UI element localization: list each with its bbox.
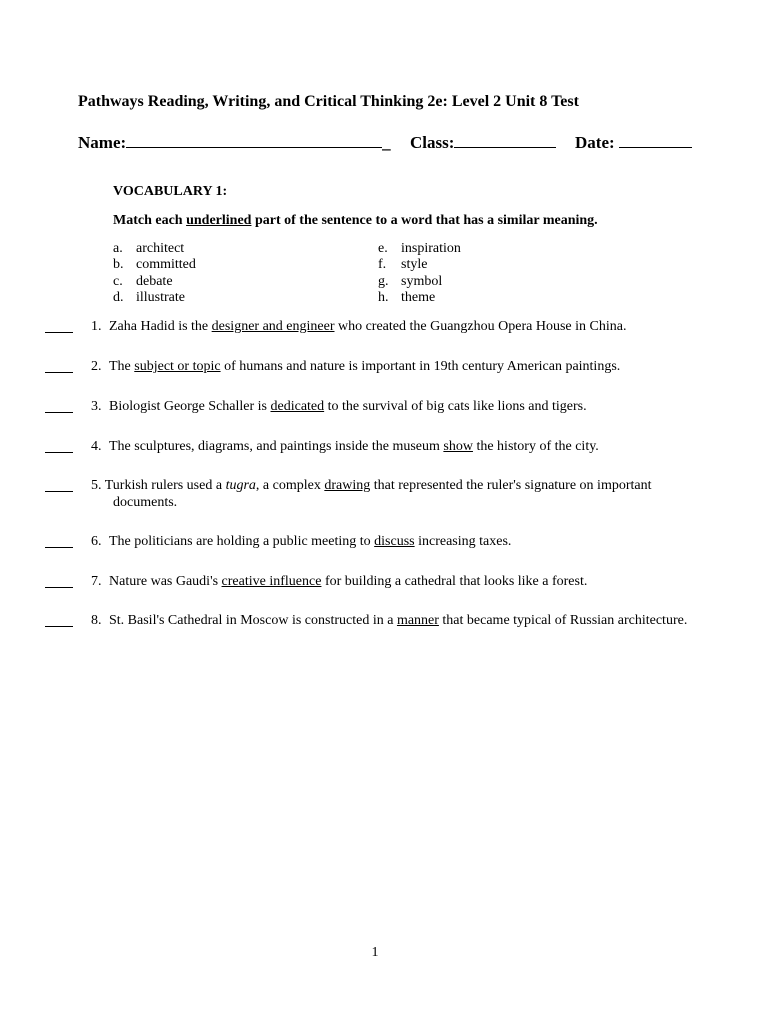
question-text-post: that represented the ruler's signature on important: [370, 478, 652, 493]
word-choice-g: [378, 274, 461, 290]
italic-term: tugra: [225, 478, 256, 493]
name-label: Name:: [78, 133, 127, 152]
choice-letter: h.: [378, 289, 389, 305]
question-number: 5.: [91, 478, 102, 493]
vocabulary-instruction: [113, 213, 598, 229]
answer-blank[interactable]: [45, 412, 73, 413]
question-text-line2: documents.: [113, 495, 178, 510]
question-number: 2.: [91, 359, 102, 374]
word-bank-left: [113, 241, 196, 306]
word-choice-d: [113, 290, 196, 306]
question-number: 3.: [91, 399, 102, 414]
question-5: [45, 477, 685, 513]
choice-letter: b.: [113, 257, 124, 273]
name-trailing-underscore: _: [382, 133, 391, 152]
question-number: 1.: [91, 319, 102, 334]
instruction-text-pre: Match each: [113, 213, 187, 228]
instruction-text-post: part of the sentence to a word that has a similar meaning.: [251, 213, 598, 228]
question-text-pre: The sculptures, diagrams, and paintings inside the museum: [109, 439, 444, 454]
choice-word: committed: [136, 257, 196, 273]
question-number: 8.: [91, 613, 102, 628]
answer-blank[interactable]: [45, 626, 73, 627]
answer-blank[interactable]: [45, 452, 73, 453]
choice-letter: c.: [113, 273, 123, 289]
question-text-pre: Turkish rulers used a: [104, 478, 226, 493]
word-choice-c: [113, 274, 196, 290]
question-text-pre: St. Basil's Cathedral in Moscow is constructed in a: [109, 613, 397, 628]
word-bank-right: [378, 241, 461, 306]
choice-letter: e.: [378, 241, 388, 256]
question-text-pre: Zaha Hadid is the: [109, 319, 212, 334]
underlined-phrase: creative influence: [221, 574, 322, 589]
question-text-post: who created the Guangzhou Opera House in China.: [334, 319, 627, 334]
underlined-phrase: show: [443, 439, 473, 454]
answer-blank[interactable]: [45, 491, 73, 492]
word-choice-e: [378, 241, 461, 257]
choice-letter: a.: [113, 241, 123, 256]
answer-blank[interactable]: [45, 372, 73, 373]
question-text: [91, 398, 691, 415]
question-text-post: for building a cathedral that looks like a forest.: [321, 574, 588, 589]
question-text-post: increasing taxes.: [414, 534, 512, 549]
underlined-phrase: manner: [396, 613, 439, 628]
question-text: [91, 318, 691, 335]
page-number: 1: [371, 945, 379, 960]
choice-word: architect: [136, 241, 185, 256]
page-title: Pathways Reading, Writing, and Critical Thinking 2e: Level 2 Unit 8 Test: [78, 93, 579, 110]
choice-word: style: [401, 257, 428, 273]
question-text-post: to the survival of big cats like lions and tigers.: [324, 399, 587, 414]
question-text-post: the history of the city.: [472, 439, 599, 454]
question-text: [91, 612, 691, 629]
question-text-pre: Biologist George Schaller is: [109, 399, 271, 414]
question-text-post: of humans and nature is important in 19th century American paintings.: [220, 359, 621, 374]
question-text: [91, 533, 691, 550]
question-number: 6.: [91, 534, 102, 549]
date-blank[interactable]: [619, 131, 692, 148]
underlined-phrase: designer and engineer: [211, 319, 335, 334]
name-field[interactable]: [78, 131, 391, 153]
underlined-phrase: discuss: [374, 534, 415, 549]
question-text-post: that became typical of Russian architecture.: [438, 613, 688, 628]
word-choice-f: [378, 257, 461, 273]
underlined-phrase: dedicated: [270, 399, 325, 414]
word-choice-h: [378, 290, 461, 306]
question-text-pre: Nature was Gaudi's: [109, 574, 222, 589]
instruction-underlined-word: underlined: [186, 213, 252, 228]
choice-word: illustrate: [136, 289, 185, 305]
underlined-phrase: drawing: [324, 478, 371, 493]
question-text: [91, 358, 691, 375]
question-text: [91, 477, 691, 511]
answer-blank[interactable]: [45, 587, 73, 588]
question-number: 4.: [91, 439, 102, 454]
class-blank[interactable]: [454, 131, 556, 148]
choice-word: inspiration: [401, 241, 461, 256]
student-info-row: [78, 131, 738, 153]
question-text-pre: The politicians are holding a public meeting to: [109, 534, 375, 549]
class-label: Class:: [410, 133, 455, 152]
choice-word: symbol: [401, 273, 443, 289]
choice-letter: f.: [378, 257, 387, 273]
vocabulary-heading: VOCABULARY 1:: [113, 184, 228, 199]
choice-letter: d.: [113, 289, 124, 305]
word-choice-b: [113, 257, 196, 273]
question-text: [91, 438, 691, 455]
underlined-phrase: subject or topic: [134, 359, 221, 374]
answer-blank[interactable]: [45, 332, 73, 333]
question-text: [91, 573, 691, 590]
question-number: 7.: [91, 574, 102, 589]
name-blank[interactable]: [126, 131, 382, 148]
word-choice-a: [113, 241, 196, 257]
choice-word: theme: [401, 289, 436, 305]
date-field[interactable]: [575, 131, 692, 153]
question-text-pre: The: [109, 359, 135, 374]
question-text-mid: , a complex: [255, 478, 325, 493]
class-field[interactable]: [410, 131, 556, 153]
choice-letter: g.: [378, 273, 389, 289]
choice-word: debate: [136, 273, 173, 289]
date-label: Date:: [575, 133, 615, 152]
answer-blank[interactable]: [45, 547, 73, 548]
